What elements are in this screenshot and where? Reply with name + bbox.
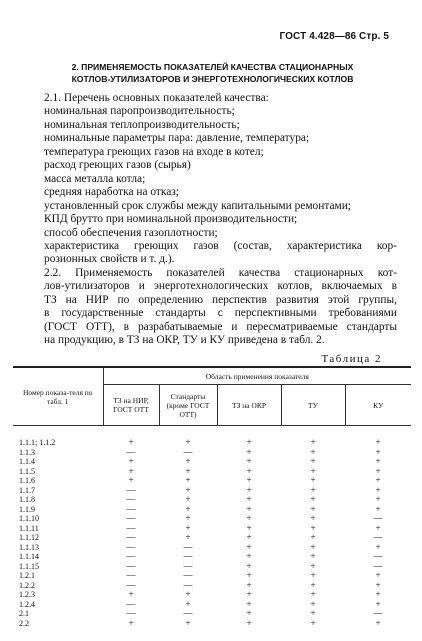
applicability-cell: +: [128, 475, 134, 485]
applicability-cell: +: [185, 532, 191, 542]
column-header: ТЗ на ОКР: [217, 385, 281, 426]
applicability-cell: +: [246, 532, 252, 542]
applicability-cell: +: [375, 617, 381, 628]
applicability-cell: +: [246, 522, 252, 533]
row-number-cell: 1.1.7: [19, 485, 35, 495]
applicability-cell: —: [126, 494, 136, 504]
applicability-cell: —: [126, 446, 136, 457]
table-row: [13, 533, 411, 543]
applicability-cell: +: [375, 494, 381, 504]
column-header: ТЗ на НИР, ГОСТ ОТТ: [103, 385, 159, 426]
p21-line-9: установленный срок службы между капитальными ремонтами;: [44, 199, 351, 212]
applicability-cell: +: [310, 598, 316, 609]
applicability-cell: —: [126, 522, 136, 533]
applicability-cell: +: [375, 437, 381, 447]
applicability-cell: —: [183, 579, 193, 590]
applicability-cell: —: [126, 579, 136, 590]
applicability-cell: +: [128, 617, 134, 628]
applicability-cell: +: [310, 541, 316, 552]
applicability-cell: —: [373, 532, 383, 542]
applicability-cell: +: [246, 513, 252, 523]
row-number-cell: 1.1.13: [19, 542, 39, 552]
table-row: [13, 476, 411, 486]
applicability-cell: +: [246, 541, 252, 552]
applicability-cell: +: [246, 446, 252, 457]
applicability-cell: +: [375, 589, 381, 599]
applicability-cell: —: [126, 513, 136, 523]
applicability-cell: +: [246, 598, 252, 609]
column-header: ТУ: [281, 385, 345, 426]
applicability-cell: +: [185, 437, 191, 447]
table-row: [13, 457, 411, 467]
row-number-cell: 1.1.4: [19, 457, 35, 466]
p22-paragraph: [44, 267, 397, 347]
table-row: [13, 438, 411, 448]
p21-line-7: масса металла котла;: [44, 172, 146, 185]
table-row: [13, 505, 411, 515]
row-number-cell: 1.1.9: [19, 504, 35, 514]
applicability-cell: —: [126, 484, 136, 495]
applicability-cell: +: [310, 608, 316, 618]
applicability-cell: +: [375, 465, 381, 476]
applicability-cell: +: [185, 617, 191, 628]
table-row: [13, 619, 411, 629]
applicability-cell: +: [246, 503, 252, 514]
p22-line-5: (ГОСТ ОТТ), в разрабатываемые и пересматриваемые стандарты: [44, 320, 397, 333]
group-header: Область применения показателя: [103, 367, 411, 385]
applicability-cell: +: [246, 475, 252, 485]
applicability-cell: +: [246, 617, 252, 628]
p21-line-4: номинальные параметры пара: давление, температура;: [44, 132, 310, 144]
applicability-cell: +: [185, 465, 191, 476]
p21-line-12: характеристика греющих газов (состав, характеристика кор-: [44, 240, 397, 252]
column-header: КУ: [345, 385, 411, 426]
table-row: [13, 600, 411, 610]
applicability-cell: +: [246, 494, 252, 504]
applicability-cell: +: [375, 598, 381, 609]
applicability-cell: +: [185, 494, 191, 504]
p21-line-13: розионных свойств и т. д.).: [44, 253, 175, 266]
row-number-cell: 1.1.6: [19, 476, 35, 485]
applicability-cell: +: [310, 456, 316, 466]
applicability-cell: +: [185, 456, 191, 466]
applicability-table: [13, 366, 411, 628]
applicability-cell: +: [310, 494, 316, 504]
applicability-cell: +: [310, 475, 316, 485]
p21-line-10: КПД брутто при номинальной производительности;: [44, 213, 298, 225]
applicability-cell: +: [246, 579, 252, 590]
applicability-cell: +: [246, 570, 252, 580]
page-header: ГОСТ 4.428—86 Стр. 5: [279, 31, 389, 42]
table-caption: Таблица 2: [321, 353, 382, 365]
applicability-cell: +: [310, 579, 316, 590]
applicability-cell: +: [128, 589, 134, 599]
applicability-cell: —: [126, 551, 136, 561]
applicability-cell: +: [128, 456, 134, 466]
table-row: [13, 590, 411, 600]
applicability-cell: +: [246, 608, 252, 618]
table-spacer: [13, 426, 411, 439]
applicability-cell: —: [183, 541, 193, 552]
applicability-cell: +: [310, 532, 316, 542]
applicability-cell: —: [126, 560, 136, 571]
applicability-cell: +: [310, 513, 316, 523]
applicability-cell: +: [310, 437, 316, 447]
applicability-cell: +: [185, 589, 191, 599]
applicability-cell: —: [373, 560, 383, 571]
applicability-cell: +: [310, 503, 316, 514]
p21-wrap: [44, 240, 397, 267]
p22-line-1: 2.2. Применяемость показателей качества стационарных кот-: [44, 267, 397, 279]
applicability-cell: +: [310, 560, 316, 571]
row-number-cell: 1.2.1: [19, 571, 35, 580]
applicability-cell: +: [185, 503, 191, 514]
table-row: [13, 495, 411, 505]
applicability-cell: +: [246, 465, 252, 476]
row-number-cell: 1.1.8: [19, 495, 35, 504]
applicability-cell: +: [375, 522, 381, 533]
applicability-cell: +: [246, 589, 252, 599]
applicability-cell: —: [126, 532, 136, 542]
applicability-cell: +: [375, 570, 381, 580]
applicability-cell: +: [246, 551, 252, 561]
row-number-cell: 2.2: [19, 618, 29, 628]
applicability-cell: +: [246, 560, 252, 571]
row-number-cell: 1.1.14: [19, 552, 39, 561]
row-number-cell: 1.2.4: [19, 599, 35, 609]
applicability-cell: —: [126, 541, 136, 552]
applicability-cell: +: [375, 475, 381, 485]
applicability-cell: —: [373, 608, 383, 618]
applicability-cell: +: [375, 484, 381, 495]
table-row: [13, 552, 411, 562]
p22-line-4: в государственные стандарты с перспективными требованиями: [44, 307, 397, 320]
applicability-cell: +: [128, 465, 134, 476]
row-number-cell: 1.1.15: [19, 561, 39, 571]
applicability-cell: +: [246, 437, 252, 447]
applicability-cell: +: [310, 446, 316, 457]
applicability-cell: +: [375, 541, 381, 552]
applicability-cell: +: [310, 465, 316, 476]
table-row: [13, 486, 411, 496]
applicability-cell: +: [185, 513, 191, 523]
applicability-cell: +: [375, 579, 381, 590]
applicability-cell: +: [310, 617, 316, 628]
applicability-cell: +: [310, 589, 316, 599]
applicability-cell: —: [183, 608, 193, 618]
table-row: [13, 524, 411, 534]
row-number-cell: 1.1.10: [19, 514, 39, 523]
table-row: [13, 467, 411, 477]
p21-line-5: температура греющих газов на входе в котел;: [44, 145, 264, 158]
applicability-cell: +: [310, 522, 316, 533]
table-row: [13, 581, 411, 591]
applicability-cell: —: [126, 503, 136, 514]
p21-line-11: способ обеспечения газоплотности;: [44, 226, 218, 239]
applicability-cell: —: [126, 598, 136, 609]
applicability-cell: —: [126, 570, 136, 580]
p22-line-6: на продукцию, в ТЗ на ОКР, ТУ и КУ приведена в табл. 2.: [44, 333, 325, 346]
row-number-cell: 1.1.5: [19, 466, 35, 476]
applicability-cell: +: [310, 484, 316, 495]
applicability-cell: —: [126, 608, 136, 618]
row-number-cell: 1.2.3: [19, 590, 35, 599]
p21-line-6: расход греющих газов (сырья): [44, 159, 191, 171]
table-row: [13, 543, 411, 553]
row-header: Номер показа-теля по табл. 1: [13, 367, 103, 426]
applicability-cell: —: [373, 551, 383, 561]
applicability-cell: +: [310, 551, 316, 561]
applicability-cell: +: [310, 570, 316, 580]
applicability-cell: +: [375, 446, 381, 457]
p21-line-2: номинальная паропроизводительность;: [44, 105, 235, 117]
row-number-cell: 1.1.3: [19, 447, 35, 457]
applicability-cell: +: [375, 456, 381, 466]
p21-line-3: номинальная теплопроизводительность;: [44, 118, 240, 131]
applicability-cell: —: [183, 570, 193, 580]
applicability-cell: —: [183, 446, 193, 457]
table-row: [13, 562, 411, 572]
applicability-cell: —: [373, 513, 383, 523]
row-number-cell: 1.1.12: [19, 533, 39, 542]
p22-line-3: ТЗ на НИР по определению перспектив развития этой группы,: [44, 293, 397, 306]
applicability-cell: +: [185, 475, 191, 485]
table-row: [13, 571, 411, 581]
row-number-cell: 1.2.2: [19, 580, 35, 590]
section-title-line-1: 2. ПРИМЕНЯЕМОСТЬ ПОКАЗАТЕЛЕЙ КАЧЕСТВА СТАЦИОНАРНЫХ: [71, 62, 354, 72]
applicability-cell: +: [185, 484, 191, 495]
applicability-cell: +: [246, 484, 252, 495]
applicability-cell: +: [185, 522, 191, 533]
column-header: Стандарты (кроме ГОСТ ОТТ): [159, 385, 217, 426]
section-title-line-2: КОТЛОВ-УТИЛИЗАТОРОВ И ЭНЕРГОТЕХНОЛОГИЧЕСКИХ КОТЛОВ: [71, 74, 354, 84]
applicability-cell: +: [246, 456, 252, 466]
applicability-cell: —: [183, 551, 193, 561]
row-number-cell: 1.1.11: [19, 523, 39, 533]
table-row: [13, 448, 411, 458]
table-row: [13, 514, 411, 524]
row-number-cell: 2.1: [19, 609, 29, 618]
applicability-cell: —: [183, 560, 193, 571]
p21-line-1: 2.1. Перечень основных показателей качества:: [44, 92, 269, 104]
p21-line-8: средняя наработка на отказ;: [44, 186, 179, 198]
applicability-cell: +: [128, 437, 134, 447]
applicability-cell: +: [185, 598, 191, 609]
row-number-cell: 1.1.1; 1.1.2: [19, 438, 56, 447]
p22-line-2: лов-утилизаторов и энерготехнологических котлов, включаемых в: [44, 280, 397, 293]
table-row: [13, 609, 411, 619]
applicability-cell: +: [375, 503, 381, 514]
